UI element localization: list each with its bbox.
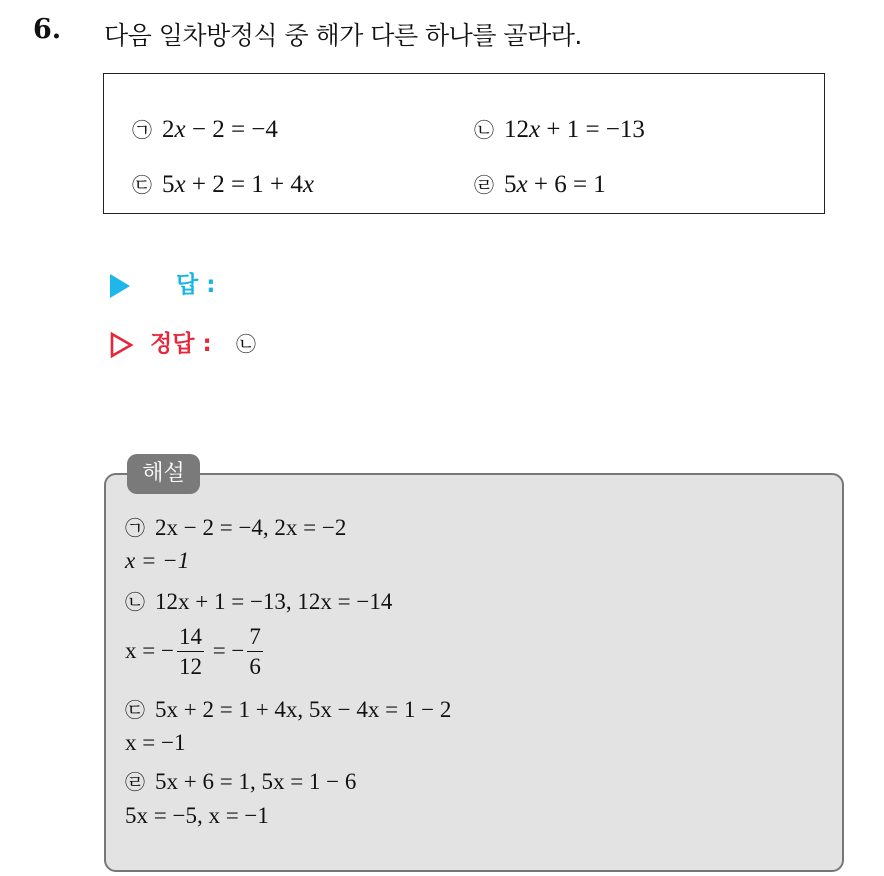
correct-answer-value <box>236 328 266 357</box>
solution-line-7 <box>125 766 356 795</box>
choice-4 <box>474 169 606 199</box>
choice-1-mark: ㉠ <box>132 118 152 142</box>
correct-answer-row <box>110 325 212 358</box>
solution-text-4: x = − <box>125 637 174 663</box>
fraction1-numerator: 14 <box>177 623 204 652</box>
solution-equals: = − <box>206 637 245 663</box>
fraction2-numerator: 7 <box>247 623 263 652</box>
answer-label: 답 : <box>176 272 216 298</box>
solution-text-1: 2x − 2 = −4, 2x = −2 <box>155 515 347 540</box>
correct-answer-mark: ㉡ <box>236 332 256 356</box>
choice-2-var: x <box>529 116 541 143</box>
choice-2-coef: 12 <box>504 116 529 143</box>
choice-1-var: x <box>174 116 186 143</box>
choice-3-var2: x <box>302 171 315 198</box>
choice-2-mark: ㉡ <box>474 118 494 142</box>
solution-mark-4: ㉣ <box>125 770 145 794</box>
solution-tag: 해설 <box>127 454 200 494</box>
question-number: 6. <box>33 14 62 45</box>
fraction1-denominator: 12 <box>178 654 202 679</box>
choice-3-var: x <box>174 171 186 198</box>
solution-line-6: x = −1 <box>125 730 186 755</box>
choice-2-rest: + 1 = −13 <box>540 116 645 143</box>
solution-text-3: 12x + 1 = −13, 12x = −14 <box>155 589 393 614</box>
choice-2 <box>474 114 645 144</box>
solution-line-3 <box>125 586 392 615</box>
choice-3-mark: ㉢ <box>132 173 152 197</box>
solution-line-4 <box>125 623 266 682</box>
solution-line-1 <box>125 512 346 541</box>
solution-line-5 <box>125 694 451 723</box>
solution-line-2: x = −1 <box>125 548 190 573</box>
choice-1-rest: − 2 = −4 <box>185 116 278 143</box>
fraction-14-12 <box>177 623 204 682</box>
fraction2-denominator: 6 <box>249 654 261 679</box>
question-text: 다음 일차방정식 중 해가 다른 하나를 골라라. <box>104 21 582 50</box>
answer-row <box>110 266 215 299</box>
choice-4-coef: 5 <box>504 171 517 198</box>
choices-box <box>103 73 825 214</box>
triangle-filled-icon <box>110 274 130 298</box>
solution-text-5: 5x + 2 = 1 + 4x, 5x − 4x = 1 − 2 <box>155 697 452 722</box>
choice-3 <box>132 169 314 199</box>
choice-1 <box>132 114 278 144</box>
fraction-7-6 <box>247 623 263 682</box>
solution-text-7: 5x + 6 = 1, 5x = 1 − 6 <box>155 769 357 794</box>
solution-mark-3: ㉢ <box>125 698 145 722</box>
choice-1-coef: 2 <box>162 116 175 143</box>
choice-4-var: x <box>516 171 528 198</box>
solution-mark-1: ㉠ <box>125 516 145 540</box>
solution-line-8: 5x = −5, x = −1 <box>125 803 269 828</box>
choice-3-rest: + 2 = 1 + 4 <box>185 171 303 198</box>
choice-3-coef: 5 <box>162 171 175 198</box>
triangle-outline-icon <box>110 332 134 358</box>
solution-mark-2: ㉡ <box>125 590 145 614</box>
correct-answer-label: 정답 : <box>150 331 212 357</box>
choice-4-rest: + 6 = 1 <box>527 171 606 198</box>
choice-4-mark: ㉣ <box>474 173 494 197</box>
